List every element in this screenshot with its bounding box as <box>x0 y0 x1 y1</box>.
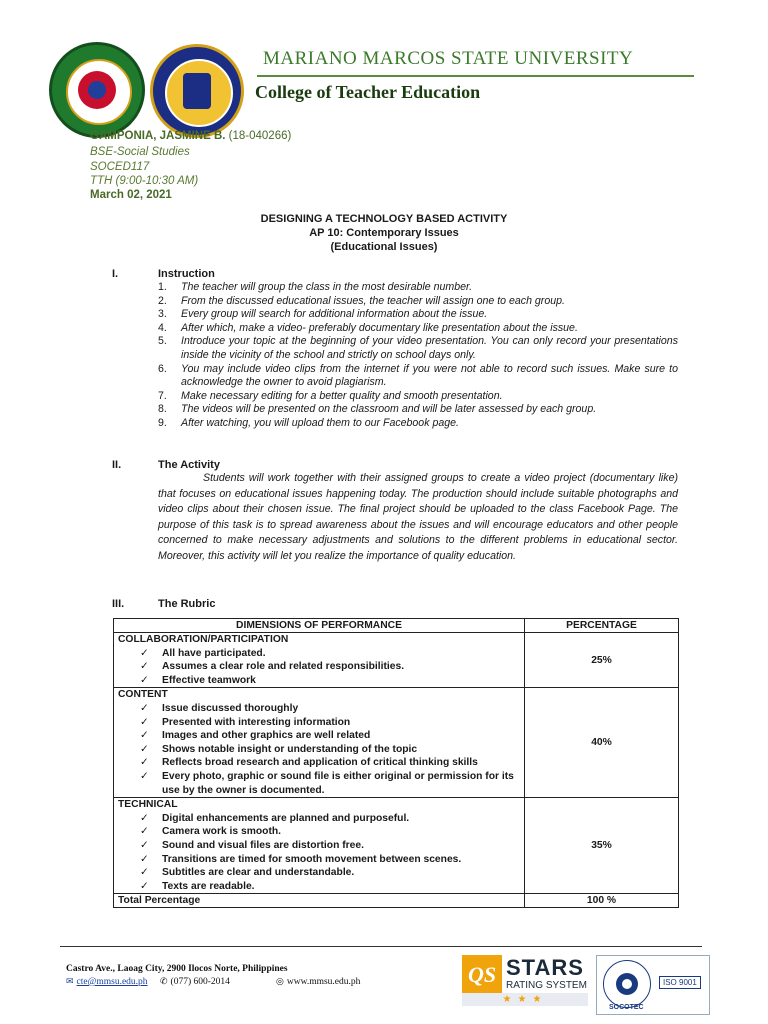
criteria-list <box>118 812 520 894</box>
section-numeral-3: III. <box>112 598 125 610</box>
section-heading-instruction: Instruction <box>158 268 215 280</box>
activity-topic: (Educational Issues) <box>330 241 438 253</box>
list-item: ✓ Subtitles are clear and understandable. <box>140 867 355 879</box>
total-value: 100 % <box>525 894 679 908</box>
list-item: ✓ All have participated. <box>140 647 266 659</box>
university-name: MARIANO MARCOS STATE UNIVERSITY <box>263 48 634 69</box>
percentage-cell: 35% <box>525 798 679 894</box>
qs-stars-logo <box>462 955 588 995</box>
certifier-name: SOCOTEC <box>609 1004 644 1011</box>
criteria-list <box>118 647 520 688</box>
check-icon: ✓ <box>140 867 149 879</box>
phone-icon: ✆ <box>160 976 168 986</box>
category-cell <box>114 688 525 798</box>
list-item: ✓ Shows notable insight or understanding of the topic <box>140 743 418 755</box>
list-item: 1. The teacher will group the class in the most desirable number. <box>158 281 473 293</box>
check-icon: ✓ <box>140 853 149 865</box>
globe-icon: ◎ <box>276 976 284 986</box>
cte-seal-logo <box>150 44 244 138</box>
list-item: 2. From the discussed educational issues, the teacher will assign one to each group. <box>158 294 565 307</box>
activity-paragraph: Students will work together with their assigned groups to create a video project (documentary like) that focuses on educational issues happening today. The production should include suitable photographs and video clips about their chosen issue. The final project should be uploaded to the class Facebook Page. The purpose of this task is to spread awareness about the issues and will encourage educators and other people concerned to make necessary adjustments and solutions to the different problems in educational sector. Moreover, this activity will let you realize the importance of quality education. <box>158 472 678 562</box>
check-icon: ✓ <box>140 647 149 659</box>
category-cell <box>114 798 525 894</box>
stars-brand: STARS <box>506 955 584 980</box>
instruction-list <box>158 281 678 431</box>
student-name-text: GAMPONIA, JASMINE B. <box>90 130 226 142</box>
check-icon: ✓ <box>140 770 149 782</box>
list-item: ✓ Images and other graphics are well related <box>140 730 371 742</box>
section-numeral-2: II. <box>112 459 122 471</box>
check-icon: ✓ <box>140 702 149 714</box>
list-item: 3. Every group will search for additional information about the issue. <box>158 308 488 321</box>
college-name: College of Teacher Education <box>255 82 481 102</box>
mmsu-seal-logo <box>49 42 145 138</box>
category-name: CONTENT <box>118 689 168 701</box>
list-item: ✓ Assumes a clear role and related responsibilities. <box>140 661 405 673</box>
list-item: ✓ Camera work is smooth. <box>140 826 282 838</box>
rubric-table <box>113 618 679 908</box>
iso-badge: ISO 9001 <box>659 976 701 989</box>
footer-divider <box>60 946 702 947</box>
table-row <box>114 798 679 894</box>
table-row <box>114 633 679 688</box>
section-heading-rubric: The Rubric <box>158 598 216 610</box>
list-item: 4. After which, make a video- preferably documentary like presentation about the issue. <box>158 321 578 334</box>
percentage-cell: 40% <box>525 688 679 798</box>
total-label: Total Percentage <box>114 894 525 908</box>
activity-title: DESIGNING A TECHNOLOGY BASED ACTIVITY <box>260 213 508 225</box>
document-date: March 02, 2021 <box>90 189 172 201</box>
table-row <box>114 688 679 798</box>
list-item: ✓ Digital enhancements are planned and purposeful. <box>140 812 410 824</box>
qs-mark: QS <box>462 955 502 995</box>
footer-address: Castro Ave., Laoag City, 2900 Ilocos Norte, Philippines <box>66 964 288 974</box>
check-icon: ✓ <box>140 674 149 686</box>
list-item: ✓ Effective teamwork <box>140 674 256 686</box>
student-program: BSE-Social Studies <box>90 146 190 158</box>
check-icon: ✓ <box>140 839 149 851</box>
check-icon: ✓ <box>140 757 149 769</box>
check-icon: ✓ <box>140 812 149 824</box>
rating-system-label: RATING SYSTEM <box>506 980 587 991</box>
header-divider <box>257 75 694 77</box>
list-item: 5. Introduce your topic at the beginning of your video presentation. You can only record your presentations inside the vicinity of the school and strictly on school days only. <box>158 335 678 361</box>
course-code: SOCED117 <box>90 161 150 173</box>
category-cell <box>114 633 525 688</box>
table-header-row <box>114 619 679 633</box>
list-item: ✓ Issue discussed thoroughly <box>140 702 299 714</box>
section-numeral-1: I. <box>112 268 119 280</box>
column-header-dimensions: DIMENSIONS OF PERFORMANCE <box>114 619 525 633</box>
list-item: 6. You may include video clips from the internet if you were not able to record such issues. Make sure to acknowledge the owner to avoid plagiarism. <box>158 362 678 389</box>
check-icon: ✓ <box>140 661 149 673</box>
class-schedule: TTH (9:00-10:30 AM) <box>90 175 199 187</box>
star-rating-icons: ★★★ <box>462 993 588 1006</box>
list-item: 8. The videos will be presented on the classroom and will be later assessed by each group. <box>158 403 597 416</box>
list-item: 7. Make necessary editing for a better quality and smooth presentation. <box>158 389 503 402</box>
list-item: ✓ Reflects broad research and application of critical thinking skills <box>140 757 478 769</box>
envelope-icon: ✉ <box>66 976 74 986</box>
certification-seal-icon <box>603 960 651 1008</box>
list-item: 9. After watching, you will upload them to our Facebook page. <box>158 416 459 429</box>
check-icon: ✓ <box>140 730 149 742</box>
footer-website-link[interactable]: ◎ www.mmsu.edu.ph <box>276 976 361 987</box>
check-icon: ✓ <box>140 826 149 838</box>
criteria-list <box>118 702 520 797</box>
footer-phone: ✆ (077) 600-2014 <box>160 976 230 987</box>
list-item: ✓ Texts are readable. <box>140 880 255 892</box>
check-icon: ✓ <box>140 743 149 755</box>
column-header-percentage: PERCENTAGE <box>525 619 679 633</box>
student-id: (18-040266) <box>228 130 292 142</box>
list-item: ✓ Sound and visual files are distortion free. <box>140 839 364 851</box>
check-icon: ✓ <box>140 880 149 892</box>
activity-subject: AP 10: Contemporary Issues <box>309 227 459 239</box>
section-heading-activity: The Activity <box>158 459 220 471</box>
category-name: COLLABORATION/PARTICIPATION <box>118 634 289 645</box>
total-row <box>114 894 679 908</box>
socotec-certification-logo <box>596 955 710 1015</box>
student-name <box>90 130 291 142</box>
category-name: TECHNICAL <box>118 799 178 811</box>
list-item: ✓ Transitions are timed for smooth movement between scenes. <box>140 853 462 865</box>
list-item: ✓ Presented with interesting information <box>140 716 351 728</box>
list-item: ✓ Every photo, graphic or sound file is either original or permission for its use by the owner is documented. <box>140 770 514 796</box>
check-icon: ✓ <box>140 716 149 728</box>
footer-email-link[interactable]: ✉ cte@mmsu.edu.ph <box>66 976 148 987</box>
percentage-cell: 25% <box>525 633 679 688</box>
